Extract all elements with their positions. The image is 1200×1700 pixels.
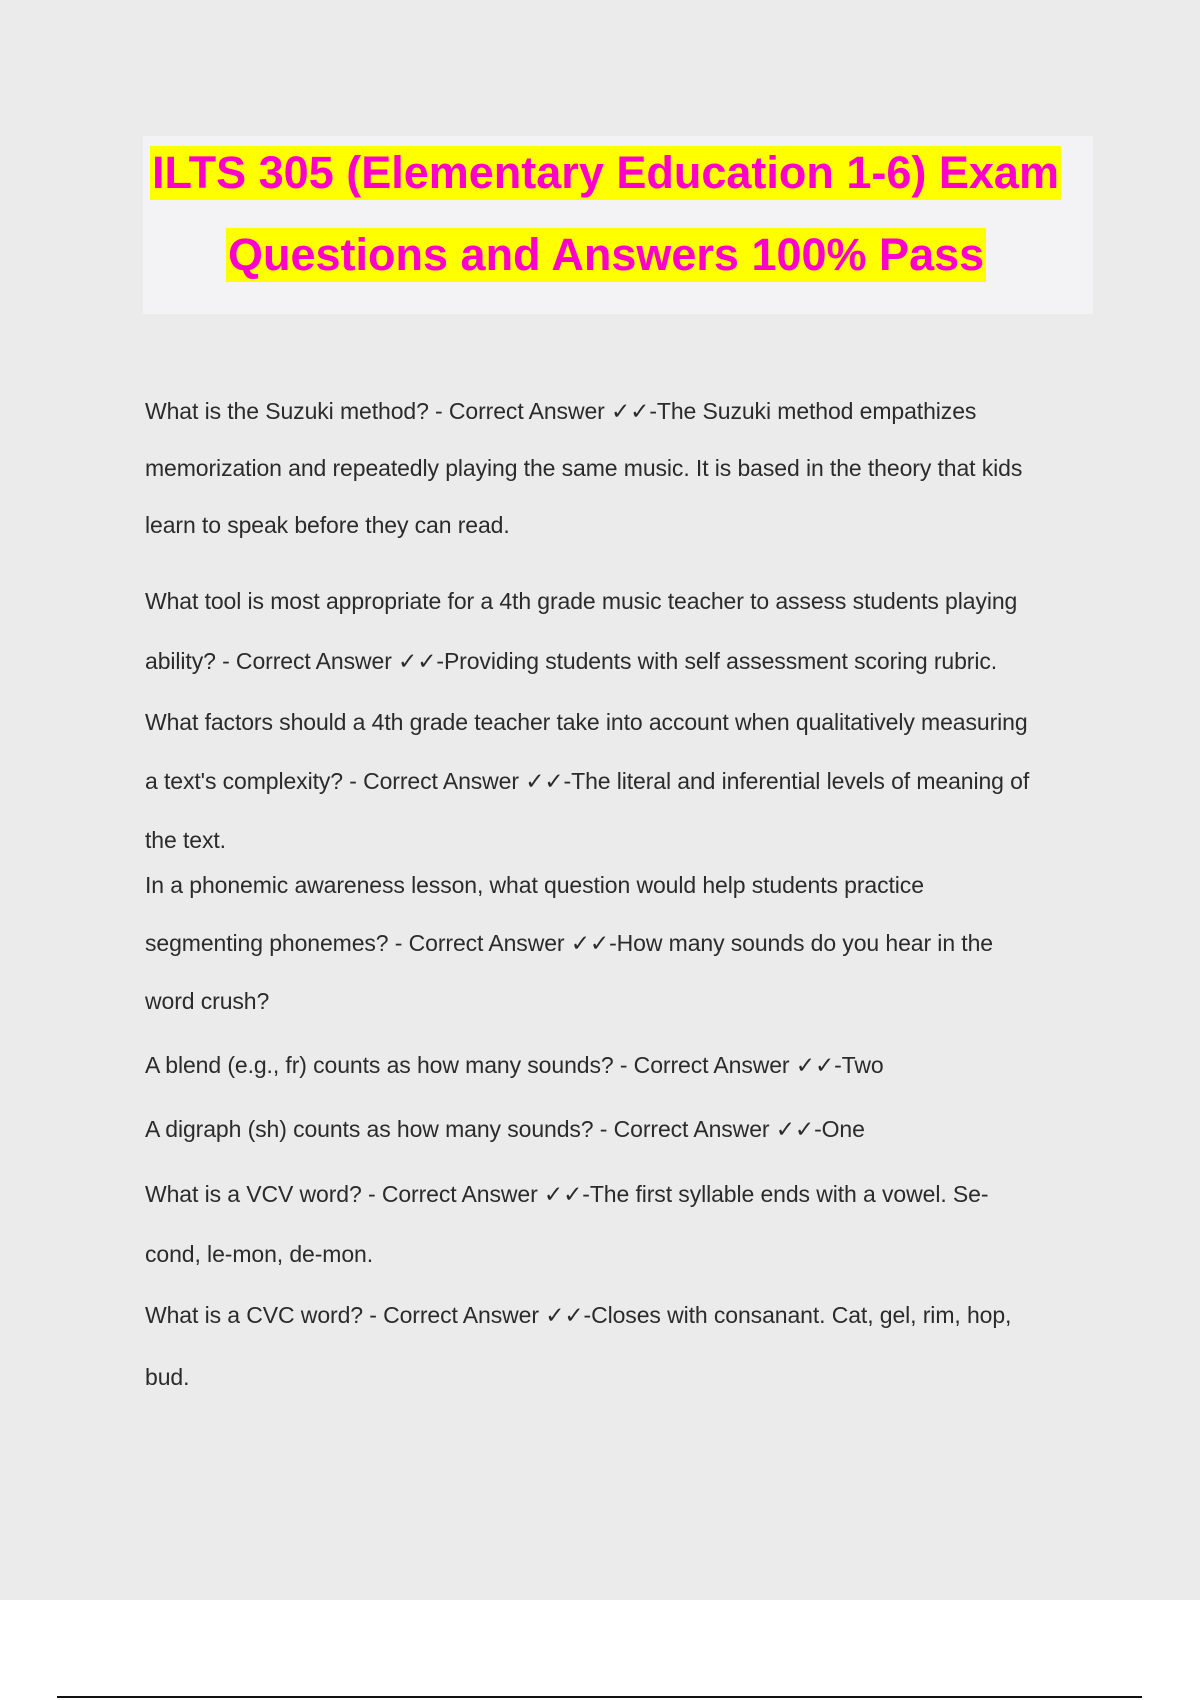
qa-line: What is a VCV word? - Correct Answer ✓✓-The first syllable ends with a vowel. Se- (145, 1181, 989, 1207)
qa-item-vcv-word (145, 1164, 1105, 1284)
qa-line: In a phonemic awareness lesson, what question would help students practice (145, 872, 924, 898)
qa-line: the text. (145, 827, 226, 853)
qa-line: bud. (145, 1364, 190, 1390)
qa-line: word crush? (145, 988, 270, 1014)
qa-item-assess-playing-ability (145, 571, 1105, 691)
qa-line: memorization and repeatedly playing the same music. It is based in the theory that kids (145, 455, 1023, 481)
qa-line: ability? - Correct Answer ✓✓-Providing students with self assessment scoring rubric. (145, 648, 998, 674)
qa-item-suzuki-method (145, 383, 1105, 554)
qa-line: segmenting phonemes? - Correct Answer ✓✓-How many sounds do you hear in the (145, 930, 993, 956)
qa-line: learn to speak before they can read. (145, 512, 510, 538)
qa-item-cvc-word (145, 1284, 1105, 1408)
qa-item-digraph-sounds (145, 1100, 1105, 1158)
page-footer-area (0, 1600, 1200, 1700)
qa-line: What is the Suzuki method? - Correct Answer ✓✓-The Suzuki method empathizes (145, 398, 977, 424)
title-line-1: ILTS 305 (Elementary Education 1-6) Exam (152, 147, 1059, 198)
qa-item-segmenting-phonemes (145, 856, 1105, 1030)
qa-line: What tool is most appropriate for a 4th grade music teacher to assess students playing (145, 588, 1018, 614)
qa-item-text-complexity (145, 693, 1105, 870)
title-block (143, 136, 1093, 314)
qa-line: cond, le-mon, de-mon. (145, 1241, 374, 1267)
footer-divider (57, 1696, 1142, 1698)
qa-item-blend-sounds (145, 1036, 1105, 1094)
qa-line: What is a CVC word? - Correct Answer ✓✓-Closes with consanant. Cat, gel, rim, hop, (145, 1302, 1012, 1328)
qa-line: What factors should a 4th grade teacher take into account when qualitatively measuring (145, 709, 1028, 735)
title-line-2: Questions and Answers 100% Pass (228, 229, 985, 280)
qa-line: A digraph (sh) counts as how many sounds? - Correct Answer ✓✓-One (145, 1116, 865, 1142)
qa-line: a text's complexity? - Correct Answer ✓✓-The literal and inferential levels of meaning of (145, 768, 1030, 794)
qa-line: A blend (e.g., fr) counts as how many sounds? - Correct Answer ✓✓-Two (145, 1052, 884, 1078)
